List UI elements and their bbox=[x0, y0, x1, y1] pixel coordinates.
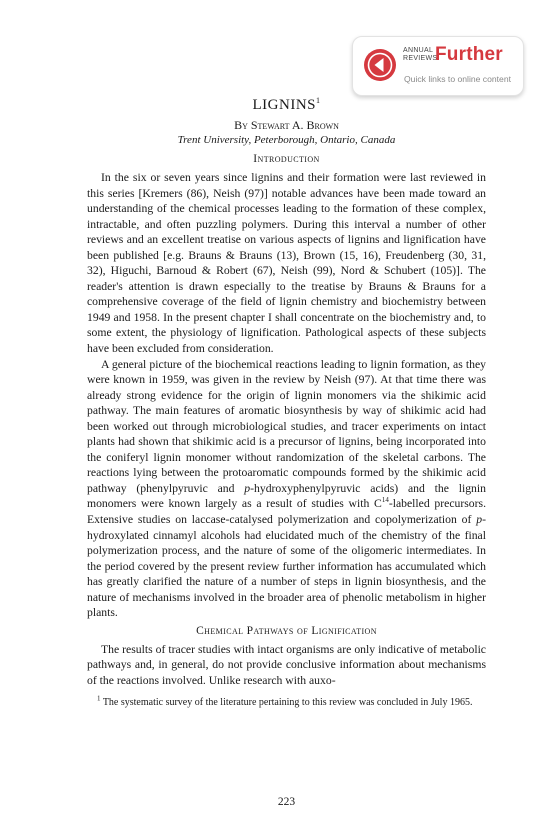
author-line: By Stewart A. Brown bbox=[234, 118, 339, 132]
page-number: 223 bbox=[277, 796, 296, 808]
paragraph-chemical-pathways: The results of tracer studies with intact organisms are only indicative of metabolic pathways and, in general, do not provide conclusive information about mechanisms of the reactions involved. Unlike research with auxo- bbox=[87, 642, 486, 687]
further-label: Further bbox=[435, 44, 503, 65]
quick-links-label: Quick links to online content bbox=[404, 74, 512, 84]
title-footnote-mark: 1 bbox=[316, 96, 321, 105]
section-heading-chemical-pathways: Chemical Pathways of Lignification bbox=[196, 624, 377, 637]
article-title: LIGNINS$^1$ bbox=[252, 96, 321, 113]
paragraph-intro-1: In the six or seven years since lignins and their formation were last reviewed in this series [Kremers (86), Neish (97)] notable advances have been made toward an understanding of the chemical processes leading to the formation of these complex, intractable, and often puzzling polymers. During this interval a number of other reviews and an excellent treatise on various aspects of lignins and lignification have been published [e.g. Brauns & Brauns (13), Brown (15, 16), Freudenberg (30, 31, 32), Higuchi, Barnoud & Robert (67), Neish (99), Nord & Schubert (105)]. The reader's attention is drawn especially to the treatise by Brauns & Brauns for a comprehensive coverage of the field of lignin chemistry and biochemistry between 1949 and 1958. In the present chapter I shall concentrate on the biochemistry and, to some extent, the physiology of lignification. Pathological aspects of these subjects have been excluded from consideration. bbox=[87, 171, 486, 356]
article-page bbox=[87, 96, 487, 808]
author-affiliation: Trent University, Peterborough, Ontario, Canada bbox=[177, 134, 396, 146]
annual-reviews-logo-text: ANNUAL REVIEWS bbox=[403, 47, 438, 62]
paragraph-intro-2: A general picture of the biochemical reactions leading to lignin formation, as they were known in 1959, was given in the review by Neish (97). At that time there was already strong evidence for the origin of lignin monomers via the shikimic acid pathway. The main features of aromatic biosynthesis by way of shikimic acid had been worked out through microbiological studies, and tracer experiments on intact plants had shown that shikimic acid is a precursor of lignins, being incorporated into the coniferyl lignin monomer without randomization of the skeletal carbons. The reactions lying between the protoaromatic compounds formed by the shikimic acid pathway (phenylpyruvic and p-hydroxyphenylpyruvic acids) and the lignin monomers were known largely as a result of studies with $C^{14}$-labelled precursors. Extensive studies on laccase-catalysed polymerization and copolymerization of p-hydroxylated cinnamyl alcohols had elucidated much of the chemistry of the final polymerization process, and the nature of some of the oligomeric intermediates. In the period covered by the present review further information has accumulated which has greatly clarified the nature of a number of steps in lignin biosynthesis, and the nature of mechanisms involved in the broader area of phenolic metabolism in higher plants. bbox=[87, 357, 487, 620]
footnote: $^1$ The systematic survey of the literature pertaining to this review was concluded in July 1965. bbox=[97, 694, 473, 708]
author-name: Stewart A. Brown bbox=[250, 118, 339, 132]
arrow-left-circle-icon bbox=[363, 48, 397, 82]
section-heading-introduction: Introduction bbox=[253, 153, 320, 165]
annual-reviews-further-badge[interactable] bbox=[352, 36, 524, 96]
